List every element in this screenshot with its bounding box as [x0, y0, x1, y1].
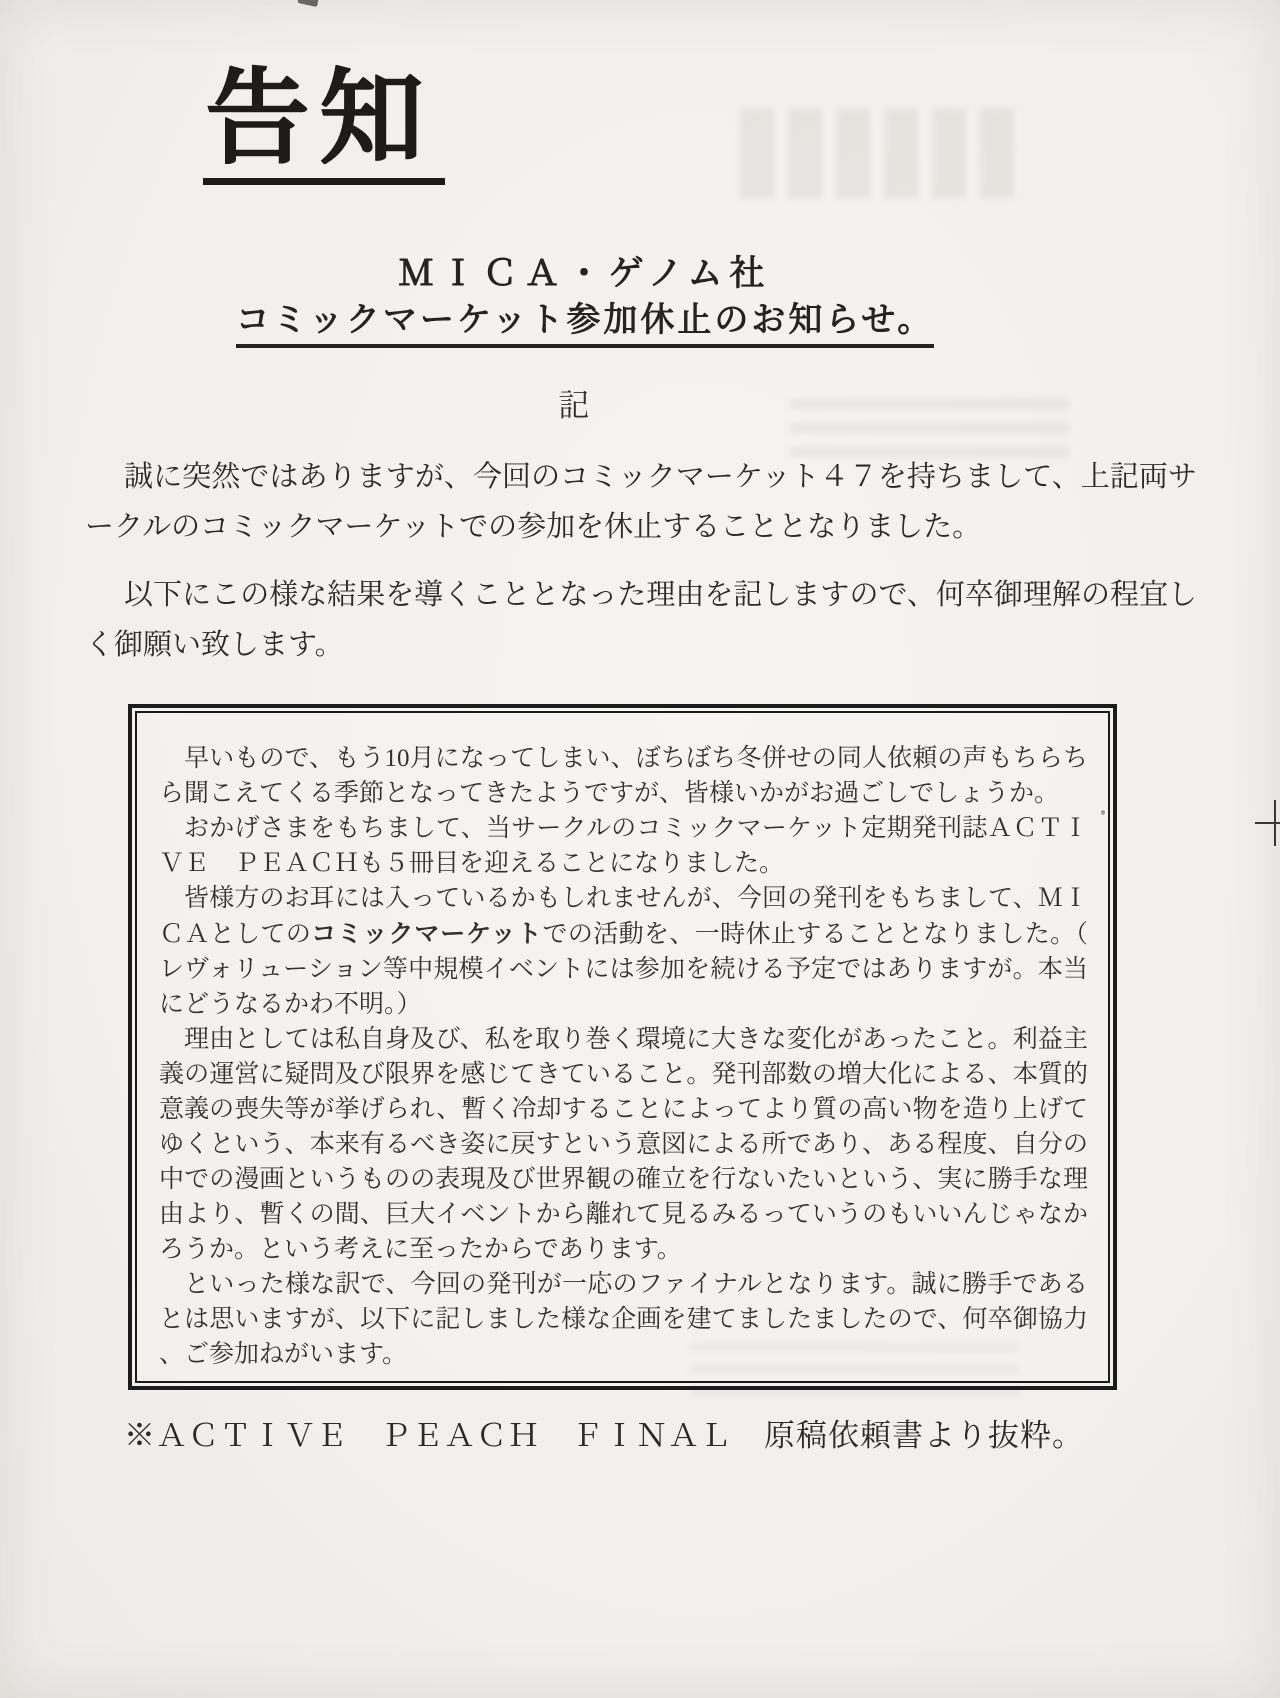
- excerpt-box-inner: [135, 711, 1110, 1383]
- subject-line-wrap: [0, 292, 1170, 348]
- box-paragraph-reasons: 理由としては私自身及び、私を取り巻く環境に大きな変化があったこと。利益主義の運営に疑問及び限界を感じてきていること。発刊部数の増大化による、本質的意義の喪失等が挙げられ、暫く冷却することによってより質の高い物を造り上げてゆくという、本来有るべき姿に戻すという意図による所であり、ある程度、自分の中での漫画というものの表現及び世界観の確立を行ないたいという、実に勝手な理由より、暫くの間、巨大イベントから離れて見るみるっていうのもいいんじゃなかろうか。という考えに至ったからであります。: [159, 1026, 1088, 1263]
- registration-cross-mark: [1255, 800, 1280, 846]
- box-paragraph-final: といった様な訳で、今回の発刊が一応のファイナルとなります。誠に勝手であるとは思いますが、以下に記しました様な企画を建てましたましたので、何卒御協力、ご参加ねがいます。: [159, 1271, 1088, 1368]
- salutation-ki: 記: [558, 388, 592, 423]
- suspension-text-pre: 皆様方のお耳には入っているかもしれませんが、今回の発刊をもちまして、ＭＩＣＡとしての: [159, 885, 1088, 948]
- subject-line: コミックマーケット参加休止のお知らせ。: [236, 292, 935, 348]
- opening-paragraph: 誠に突然ではありますが、今回のコミックマーケット４７を持ちまして、上記両サークルのコミックマーケットでの参加を休止することとなりました。: [85, 461, 1197, 543]
- box-paragraph-active-peach: おかげさまをもちまして、当サークルのコミックマーケット定期発刊誌ＡＣＴＩＶＥ ＰＥＡＣＨも５冊目を迎えることになりました。: [159, 815, 1088, 877]
- excerpt-box: [128, 704, 1117, 1390]
- organization-name: ＭＩＣＡ・ゲノム社: [398, 254, 772, 294]
- comic-market-bold-text: コミックマーケット: [311, 919, 543, 948]
- reason-intro-paragraph: 以下にこの様な結果を導くこととなった理由を記しますので、何卒御理解の程宜しく御願い致します。: [85, 579, 1197, 661]
- suspension-text-post: での活動を、一時休止することとなりました。（レヴォリューション等中規模イベントには参加を続ける予定ではありますが。本当にどうなるかわ不明。）: [159, 921, 1088, 1018]
- page-title: 告知: [203, 62, 445, 185]
- excerpt-source-footnote: ※ＡＣＴＩＶＥ ＰＥＡＣＨ ＦＩＮＡＬ 原稿依頼書より抜粋。: [124, 1418, 1084, 1453]
- box-paragraph-suspension: [159, 881, 1088, 1022]
- scan-edge-notch: [297, 0, 318, 7]
- box-paragraph-season: 早いもので、もう10月になってしまい、ぼちぼち冬併せの同人依頼の声もちらちら聞こえてくる季節となってきたようですが、皆様いかがお過ごしでしょうか。: [159, 745, 1088, 807]
- bleedthrough-ghost-top: [740, 108, 1020, 198]
